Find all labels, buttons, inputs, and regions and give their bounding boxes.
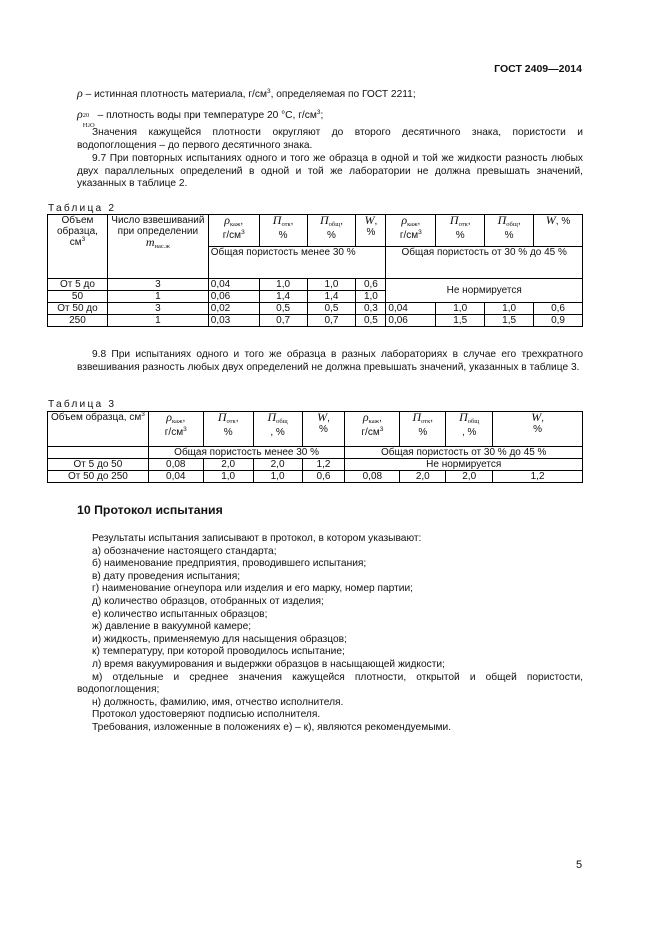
table-cell: 1,0 [259,279,307,291]
table-cell: 0,08 [345,471,400,483]
table2-header-p-obsh-2: $П_{общ}$, % [485,215,534,247]
list-item: е) количество испытанных образцов; [92,608,268,620]
paragraph-9-8: 9.8 При испытаниях одного и того же образца в разных лабораториях в случае его трехкратного взвешивания разность любых двух определений не должна превышать значений, указанных в таблице 3. [77,349,583,373]
table-cell: 250 [48,315,108,327]
table-cell: 0,5 [259,303,307,315]
list-item: а) обозначение настоящего стандарта; [92,545,277,557]
list-item: л) время вакуумирования и выдержки образцов в насыщающей жидкости; [92,658,445,670]
table-cell: 2,0 [253,459,302,471]
table-cell: От 5 до 50 [48,459,149,471]
table-cell: 0,5 [307,303,356,315]
table-cell: 0,04 [148,471,203,483]
protocol-intro: Результаты испытания записывают в протокол, в котором указывают: [92,533,422,544]
list-item: и) жидкость, применяемую для насыщения образцов; [92,633,347,645]
table3-header-p-otk: $П_{отк}$, % [203,412,253,447]
page-number: 5 [576,859,583,871]
list-item: ж) давление в вакуумной камере; [92,621,252,633]
table-cell: 0,02 [208,303,259,315]
table3-not-normed: Не нормируется [345,459,583,471]
table-cell: 1,0 [203,471,253,483]
table-cell: 0,7 [259,315,307,327]
table-cell: 1 [107,291,208,303]
table2-header-p-obsh: $П_{общ}$, % [307,215,356,247]
rho-water-symbol: ρ [77,107,83,121]
definition-rho: ρ – истинная плотность материала, $г/см^3$, определяемая по ГОСТ 2211; [77,86,416,100]
table3-caption: Таблица 3 [48,399,117,410]
document-header: ГОСТ 2409—2014 [494,63,582,75]
table3-header-p-obsh: $П_{общ}$ , % [253,412,302,447]
table2-header-p-otk: $П_{отк}$, % [259,215,307,247]
table3-header-w: W, % [302,412,345,447]
table-cell: 1,0 [356,291,386,303]
table-cell: 0,06 [208,291,259,303]
table3-header-w-2: W, % [493,412,583,447]
table-cell: 1,4 [307,291,356,303]
table-cell: 2,0 [203,459,253,471]
table3-header-p-obsh-2: $П_{общ}$ , % [446,412,493,447]
table-cell: 1,2 [302,459,345,471]
table2-not-normed: Не нормируется [386,279,583,303]
protocol-block [77,533,583,735]
table-cell: От 50 до [48,303,108,315]
table2-header-rho: $\rho_{каж}$, $г/см^3$ [208,215,259,247]
table-cell: 0,5 [356,315,386,327]
list-item: д) количество образцов, отобранных от изделия; [92,595,324,607]
table-cell: 3 [107,303,208,315]
paragraph-rounding: Значения кажущейся плотности округляют до второго десятичного знака, пористости и водопоглощения – до первого десятичного знака. [77,127,583,151]
table3-header-rho-2: $\rho_{каж}$, $г/см^3$ [345,412,400,447]
table2-header-p-otk-2: $П_{отк}$, % [436,215,485,247]
table2-caption: Таблица 2 [48,203,117,214]
table-cell: 0,3 [356,303,386,315]
list-item: м) отдельные и среднее значения кажущейся плотности, открытой и общей пористости, водопоглощения; [77,671,583,696]
table-cell: 1,5 [485,315,534,327]
table-cell: 1,0 [307,279,356,291]
table2-header-count: Число взвешиваний при определении $m_{нас.ж}$ [107,215,208,279]
list-item: к) температуру, при которой проводилось испытание; [92,646,345,658]
definition-rho-water: ρ 20 H2O – плотность воды при температуре 20 °С, $г/см^3$; [77,107,324,129]
table-cell: 2,0 [446,471,493,483]
table2-header-volume: Объем образца, $см^3$ [48,215,108,279]
table2-header-w-2: W, % [534,215,583,247]
table-cell: 0,08 [148,459,203,471]
rho-symbol: ρ [77,86,83,100]
list-item: в) дату проведения испытания; [92,570,241,582]
table-cell: 1,4 [259,291,307,303]
table-cell [48,447,149,459]
table-cell: 50 [48,291,108,303]
table-2 [47,214,583,327]
table-cell: 0,03 [208,315,259,327]
table-cell: 1,2 [493,471,583,483]
table-cell: 1,0 [253,471,302,483]
table-cell: От 5 до [48,279,108,291]
table2-header-w: W, % [356,215,386,247]
table-3 [47,411,583,483]
table2-group-low: Общая пористость менее 30 % [208,247,386,279]
table2-group-high: Общая пористость от 30 % до 45 % [386,247,583,279]
table-cell: 0,6 [356,279,386,291]
table-cell: 0,06 [386,315,436,327]
table-cell: 1 [107,315,208,327]
table-cell: 1,0 [485,303,534,315]
closing-recommendations: Требования, изложенные в положениях е) – к), являются рекомендуемыми. [92,721,452,733]
closing-signature: Протокол удостоверяют подписью исполнителя. [92,709,321,721]
table-cell: 1,5 [436,315,485,327]
table2-header-rho-2: $\rho_{каж}$, $г/см^3$ [386,215,436,247]
table3-group-high: Общая пористость от 30 % до 45 % [345,447,583,459]
table3-header-volume: Объем образца, $см^3$ [48,412,149,447]
table-cell: 2,0 [400,471,446,483]
table-cell: 0,6 [302,471,345,483]
paragraph-9-7: 9.7 При повторных испытаниях одного и того же образца в одной и той же жидкости разность любых двух параллельных определений в одной и той же лаборатории не должна превышать значений, указанных в таблице 2. [77,153,583,190]
list-item: г) наименование огнеупора или изделия и его марку, номер партии; [92,583,413,595]
table-cell: 1,0 [436,303,485,315]
table3-group-low: Общая пористость менее 30 % [148,447,345,459]
list-item: н) должность, фамилию, имя, отчество исполнителя. [92,696,344,708]
list-item: б) наименование предприятия, проводившего испытания; [92,558,367,570]
section-title: 10 Протокол испытания [77,503,223,517]
table3-header-rho: $\rho_{каж}$, $г/см^3$ [148,412,203,447]
table-cell: 0,04 [386,303,436,315]
table-cell: 0,9 [534,315,583,327]
table-cell: От 50 до 250 [48,471,149,483]
table-cell: 0,6 [534,303,583,315]
table-cell: 0,7 [307,315,356,327]
table-cell: 0,04 [208,279,259,291]
table3-header-p-otk-2: $П_{отк}$, % [400,412,446,447]
table-cell: 3 [107,279,208,291]
